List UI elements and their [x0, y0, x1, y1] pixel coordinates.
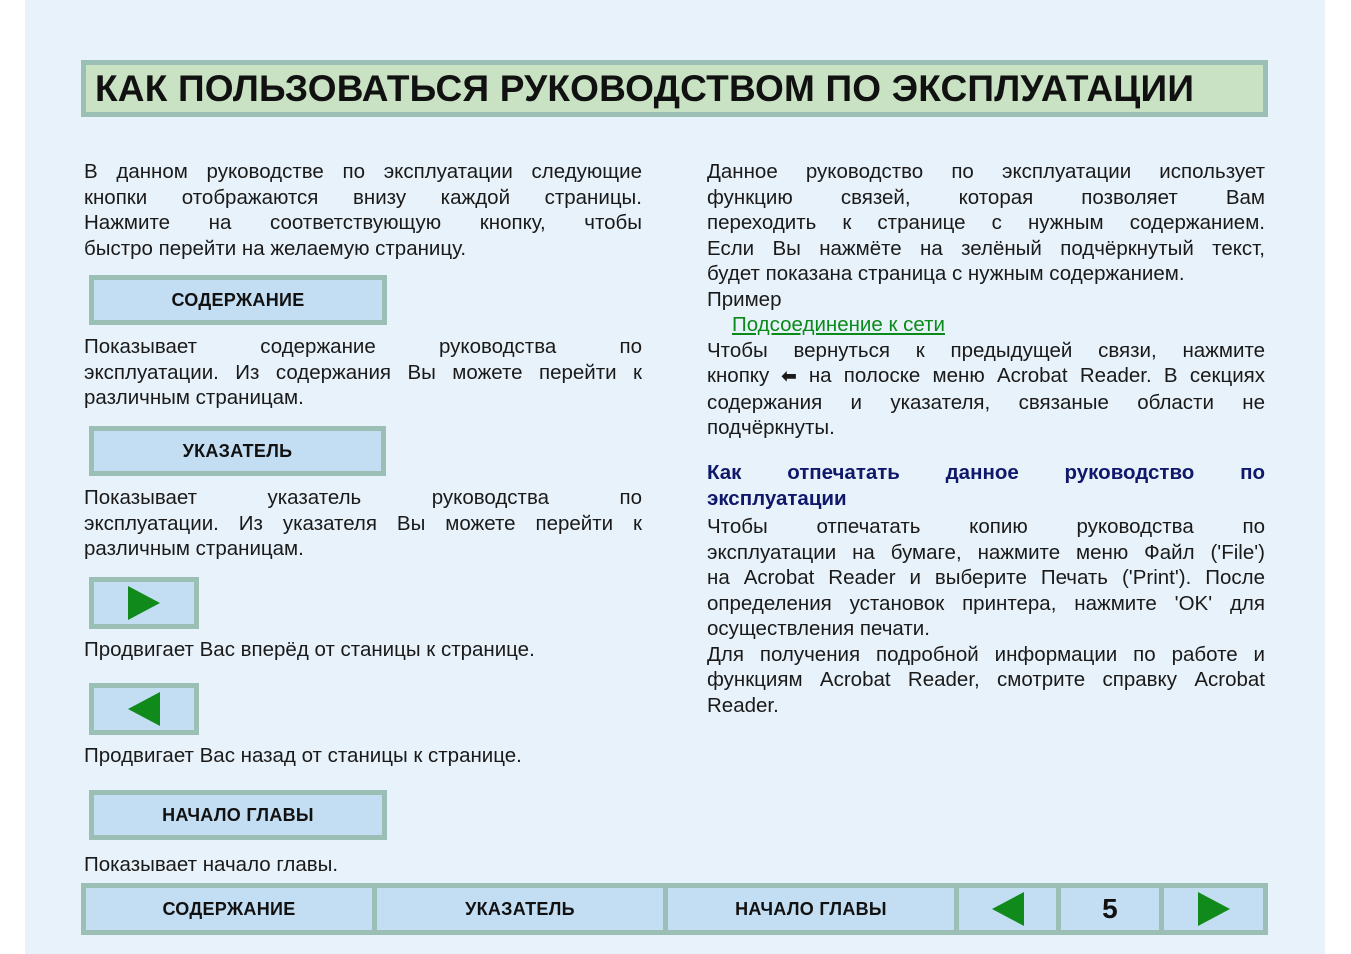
- nav-forward-button[interactable]: [1164, 888, 1263, 930]
- small-left-arrow-icon: ⬅: [781, 366, 797, 386]
- back-button-sample[interactable]: [89, 683, 199, 735]
- links-line: переходить к странице с нужным содержанием.: [707, 211, 1265, 234]
- index-desc-line: различным страницам.: [84, 537, 304, 560]
- return-line-end: на полоске меню Acrobat Reader. В секциях: [808, 364, 1265, 387]
- print-heading-line: эксплуатации: [707, 486, 847, 510]
- contents-button-sample[interactable]: СОДЕРЖАНИЕ: [89, 275, 387, 325]
- print-line: Для получения подробной информации по работе и: [707, 642, 1265, 666]
- contents-description: [84, 334, 642, 411]
- page-title-bar: [81, 60, 1268, 117]
- example-link[interactable]: Подсоединение к сети: [732, 313, 945, 336]
- contents-desc-line: эксплуатации. Из содержания Вы можете перейти к: [84, 360, 642, 384]
- print-line: Чтобы отпечатать копию руководства по: [707, 515, 1265, 538]
- chapter-button-sample[interactable]: НАЧАЛО ГЛАВЫ: [89, 790, 387, 840]
- index-button-sample[interactable]: УКАЗАТЕЛЬ: [89, 426, 386, 476]
- return-line-start: кнопку: [707, 364, 770, 387]
- intro-line: Нажмите на соответствующую кнопку, чтобы: [84, 211, 642, 234]
- return-line-with-icon: [707, 363, 1265, 390]
- intro-line: быстро перейти на желаемую страницу.: [84, 236, 467, 260]
- links-paragraph: [707, 159, 1265, 441]
- nav-chapter-button[interactable]: НАЧАЛО ГЛАВЫ: [668, 888, 954, 930]
- print-line: определения установок принтера, нажмите 'OK' для: [707, 591, 1265, 615]
- print-line: на Acrobat Reader и выберите Печать ('Print'). После: [707, 566, 1265, 589]
- green-triangle-right-icon: [128, 586, 160, 620]
- intro-paragraph: [84, 159, 642, 261]
- print-line: осуществления печати.: [707, 617, 930, 640]
- links-line: функцию связей, которая позволяет Вам: [707, 185, 1265, 209]
- page-title: КАК ПОЛЬЗОВАТЬСЯ РУКОВОДСТВОМ ПО ЭКСПЛУАТАЦИИ: [95, 67, 1195, 109]
- index-desc-line: эксплуатации. Из указателя Вы можете перейти к: [84, 511, 642, 535]
- forward-description: Продвигает Вас вперёд от станицы к странице.: [84, 638, 535, 661]
- green-triangle-left-icon: [128, 692, 160, 726]
- links-line: Если Вы нажмёте на зелёный подчёркнутый текст,: [707, 236, 1265, 260]
- example-label: Пример: [707, 287, 782, 311]
- nav-contents-button[interactable]: СОДЕРЖАНИЕ: [86, 888, 372, 930]
- print-heading-line: Как отпечатать данное руководство по: [707, 461, 1265, 484]
- print-paragraph: [707, 514, 1265, 718]
- nav-back-button[interactable]: [959, 888, 1056, 930]
- bottom-navigation-bar: [81, 883, 1268, 935]
- return-line: содержания и указателя, связаные области не: [707, 390, 1265, 414]
- intro-line: кнопки отображаются внизу каждой страницы.: [84, 185, 642, 209]
- return-line: подчёркнуты.: [707, 416, 835, 439]
- green-triangle-right-icon: [1198, 892, 1230, 926]
- print-line: функциям Acrobat Reader, смотрите справку Acrobat: [707, 668, 1265, 691]
- index-desc-line: Показывает указатель руководства по: [84, 486, 642, 509]
- contents-desc-line: Показывает содержание руководства по: [84, 335, 642, 358]
- contents-desc-line: различным страницам.: [84, 386, 304, 409]
- chapter-description: Показывает начало главы.: [84, 853, 339, 876]
- return-line: Чтобы вернуться к предыдущей связи, нажмите: [707, 338, 1265, 362]
- page-number: 5: [1061, 888, 1159, 930]
- print-line: Reader.: [707, 693, 779, 717]
- links-line: Данное руководство по эксплуатации использует: [707, 160, 1265, 183]
- links-line: будет показана страница с нужным содержанием.: [707, 262, 1185, 285]
- index-description: [84, 485, 642, 562]
- green-triangle-left-icon: [992, 892, 1024, 926]
- nav-index-button[interactable]: УКАЗАТЕЛЬ: [377, 888, 663, 930]
- print-line: эксплуатации на бумаге, нажмите меню Файл ('File'): [707, 540, 1265, 564]
- forward-button-sample[interactable]: [89, 577, 199, 629]
- back-description: Продвигает Вас назад от станицы к странице.: [84, 744, 522, 767]
- intro-line: В данном руководстве по эксплуатации следующие: [84, 160, 642, 183]
- print-heading: [707, 460, 1265, 511]
